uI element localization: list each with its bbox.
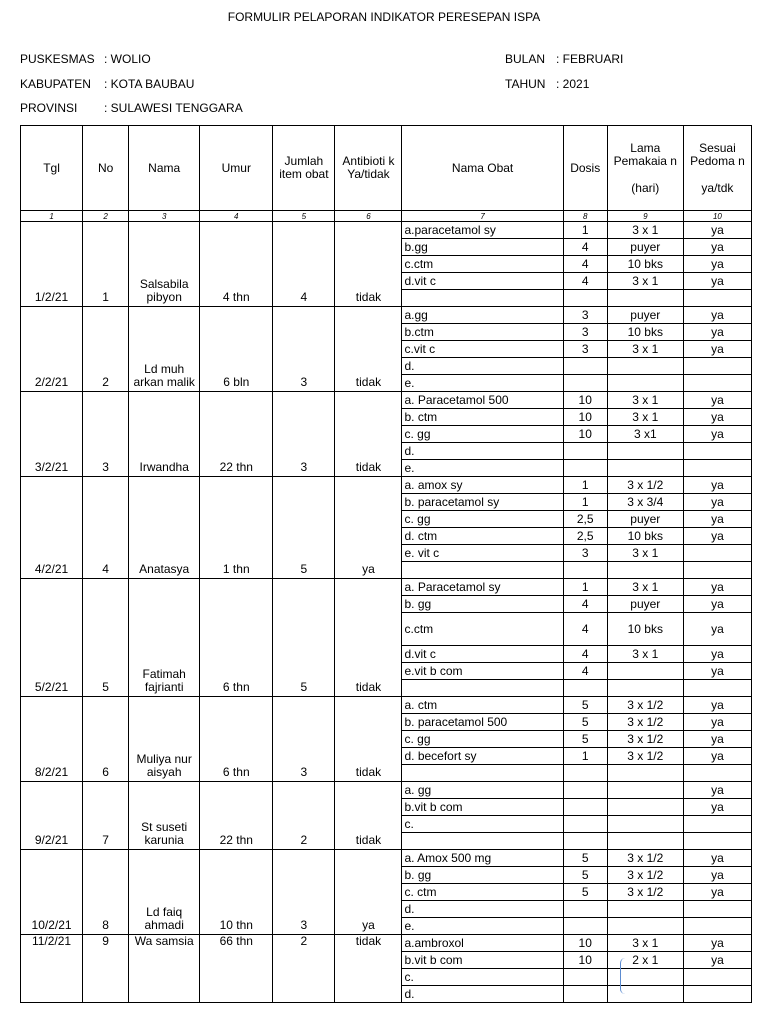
patient-nama: Salsabila pibyon	[129, 222, 200, 307]
col-number: 5	[273, 211, 335, 222]
drug-dosis	[563, 782, 607, 799]
drug-lama: 3 x 1	[607, 341, 683, 358]
drug-obat: c.ctm	[402, 256, 563, 273]
drug-obat: a.ambroxol	[402, 935, 563, 952]
patient-antibiotik: ya	[335, 477, 402, 579]
drug-obat: d.vit c	[402, 646, 563, 663]
drug-sesuai	[683, 986, 751, 1003]
drug-sesuai	[683, 816, 751, 833]
table-row	[21, 307, 752, 324]
drug-obat: e.	[402, 460, 563, 477]
tahun-value: : 2021	[556, 77, 590, 91]
patient-nama: Anatasya	[129, 477, 200, 579]
drug-obat: e.vit b com	[402, 663, 563, 680]
drug-sesuai	[683, 375, 751, 392]
drug-sesuai: ya	[683, 714, 751, 731]
drug-dosis: 5	[563, 714, 607, 731]
drug-dosis	[563, 833, 607, 850]
puskesmas-value: : WOLIO	[104, 52, 151, 66]
drug-lama: puyer	[607, 307, 683, 324]
drug-lama	[607, 375, 683, 392]
drug-lama: 3 x 1	[607, 392, 683, 409]
drug-dosis: 1	[563, 494, 607, 511]
patient-umur: 22 thn	[200, 392, 273, 477]
drug-sesuai	[683, 901, 751, 918]
col-number: 4	[200, 211, 273, 222]
drug-obat: c.	[402, 969, 563, 986]
patient-antibiotik: tidak	[335, 222, 402, 307]
drug-lama	[607, 290, 683, 307]
patient-no: 6	[83, 697, 129, 782]
drug-lama: 3 x 1	[607, 646, 683, 663]
drug-obat: a. gg	[402, 782, 563, 799]
col-number: 3	[129, 211, 200, 222]
drug-lama	[607, 969, 683, 986]
drug-obat: a. Paracetamol sy	[402, 579, 563, 596]
drug-dosis: 1	[563, 222, 607, 239]
drug-dosis: 3	[563, 545, 607, 562]
kabupaten-label: KABUPATEN	[20, 77, 91, 91]
puskesmas-label: PUSKESMAS	[20, 52, 95, 66]
drug-dosis	[563, 680, 607, 697]
drug-obat: b.gg	[402, 239, 563, 256]
patient-umur: 66 thn	[200, 935, 273, 1003]
drug-obat: a. Amox 500 mg	[402, 850, 563, 867]
col-sesuai: Sesuai Pedoma n ya/tdk	[683, 126, 751, 211]
patient-nama: Ld faiq ahmadi	[129, 850, 200, 935]
drug-dosis	[563, 290, 607, 307]
table-row	[21, 850, 752, 867]
drug-sesuai: ya	[683, 867, 751, 884]
drug-obat: c.ctm	[402, 613, 563, 646]
drug-obat: d.	[402, 901, 563, 918]
drug-lama	[607, 443, 683, 460]
drug-dosis: 10	[563, 935, 607, 952]
drug-obat: d.vit c	[402, 273, 563, 290]
table-row	[21, 392, 752, 409]
patient-umur: 6 bln	[200, 307, 273, 392]
patient-antibiotik: ya	[335, 850, 402, 935]
drug-obat: a. ctm	[402, 697, 563, 714]
drug-lama	[607, 816, 683, 833]
drug-obat	[402, 562, 563, 579]
drug-lama: 3 x 1	[607, 935, 683, 952]
drug-dosis: 5	[563, 884, 607, 901]
form-title: FORMULIR PELAPORAN INDIKATOR PERESEPAN ISPA	[227, 10, 541, 24]
col-number: 10	[683, 211, 751, 222]
drug-lama	[607, 918, 683, 935]
drug-sesuai: ya	[683, 935, 751, 952]
drug-sesuai	[683, 833, 751, 850]
drug-sesuai	[683, 680, 751, 697]
patient-antibiotik: tidak	[335, 782, 402, 850]
drug-obat: e. vit c	[402, 545, 563, 562]
drug-lama	[607, 782, 683, 799]
drug-sesuai: ya	[683, 222, 751, 239]
patient-tgl: 4/2/21	[21, 477, 83, 579]
patient-umur: 6 thn	[200, 579, 273, 697]
patient-jumlah: 3	[273, 392, 335, 477]
drug-obat: b. gg	[402, 867, 563, 884]
drug-dosis: 3	[563, 324, 607, 341]
drug-dosis: 2,5	[563, 511, 607, 528]
drug-sesuai: ya	[683, 646, 751, 663]
drug-dosis: 1	[563, 579, 607, 596]
patient-jumlah: 5	[273, 477, 335, 579]
drug-lama	[607, 460, 683, 477]
patient-no: 7	[83, 782, 129, 850]
drug-dosis	[563, 375, 607, 392]
patient-tgl: 10/2/21	[21, 850, 83, 935]
patient-nama: Fatimah fajrianti	[129, 579, 200, 697]
drug-dosis: 4	[563, 663, 607, 680]
drug-dosis	[563, 918, 607, 935]
drug-obat: d.	[402, 443, 563, 460]
ispa-table	[20, 125, 752, 1003]
patient-no: 8	[83, 850, 129, 935]
table-row	[21, 477, 752, 494]
patient-antibiotik: tidak	[335, 935, 402, 1003]
table-row	[21, 222, 752, 239]
patient-jumlah: 2	[273, 935, 335, 1003]
drug-lama: 10 bks	[607, 324, 683, 341]
drug-sesuai	[683, 358, 751, 375]
drug-obat: d. becefort sy	[402, 748, 563, 765]
drug-lama: 3 x 1	[607, 222, 683, 239]
drug-obat: c. gg	[402, 511, 563, 528]
drug-sesuai: ya	[683, 952, 751, 969]
drug-sesuai	[683, 562, 751, 579]
drug-lama: 3 x1	[607, 426, 683, 443]
drug-sesuai: ya	[683, 697, 751, 714]
patient-antibiotik: tidak	[335, 697, 402, 782]
drug-sesuai: ya	[683, 511, 751, 528]
drug-sesuai: ya	[683, 477, 751, 494]
drug-obat: a. amox sy	[402, 477, 563, 494]
patient-nama: Ld muh arkan malik	[129, 307, 200, 392]
col-lama: Lama Pemakaia n (hari)	[607, 126, 683, 211]
drug-sesuai: ya	[683, 307, 751, 324]
drug-sesuai: ya	[683, 782, 751, 799]
drug-sesuai: ya	[683, 731, 751, 748]
col-dosis: Dosis	[563, 126, 607, 211]
drug-lama: 3 x 1/2	[607, 714, 683, 731]
drug-obat: b. gg	[402, 596, 563, 613]
drug-sesuai	[683, 765, 751, 782]
drug-sesuai	[683, 443, 751, 460]
bracket-annotation	[620, 958, 629, 994]
drug-sesuai: ya	[683, 613, 751, 646]
drug-obat: d. ctm	[402, 528, 563, 545]
drug-lama: 3 x 1/2	[607, 731, 683, 748]
drug-dosis	[563, 986, 607, 1003]
drug-obat: c. gg	[402, 731, 563, 748]
patient-tgl: 11/2/21	[21, 935, 83, 1003]
patient-jumlah: 4	[273, 222, 335, 307]
drug-lama: 3 x 1/2	[607, 748, 683, 765]
drug-dosis	[563, 562, 607, 579]
col-jumlah: Jumlah item obat	[273, 126, 335, 211]
drug-lama: 3 x 1	[607, 545, 683, 562]
col-number: 1	[21, 211, 83, 222]
drug-obat: c. gg	[402, 426, 563, 443]
drug-sesuai: ya	[683, 494, 751, 511]
drug-sesuai	[683, 460, 751, 477]
drug-dosis: 4	[563, 596, 607, 613]
drug-obat: b.vit b com	[402, 799, 563, 816]
drug-lama: puyer	[607, 239, 683, 256]
drug-sesuai	[683, 545, 751, 562]
patient-antibiotik: tidak	[335, 392, 402, 477]
bulan-label: BULAN	[505, 52, 546, 66]
drug-obat: e.	[402, 375, 563, 392]
drug-lama: 3 x 1	[607, 409, 683, 426]
drug-obat: b.ctm	[402, 324, 563, 341]
tahun-label: TAHUN	[505, 77, 546, 91]
drug-lama	[607, 562, 683, 579]
provinsi-value: : SULAWESI TENGGARA	[104, 101, 243, 115]
patient-tgl: 3/2/21	[21, 392, 83, 477]
drug-obat: a. Paracetamol 500	[402, 392, 563, 409]
drug-lama: 3 x 1/2	[607, 477, 683, 494]
patient-nama: Wa samsia	[129, 935, 200, 1003]
drug-dosis: 4	[563, 273, 607, 290]
col-no: No	[83, 126, 129, 211]
drug-sesuai: ya	[683, 596, 751, 613]
drug-sesuai: ya	[683, 579, 751, 596]
patient-no: 3	[83, 392, 129, 477]
drug-sesuai	[683, 969, 751, 986]
drug-obat: b.vit b com	[402, 952, 563, 969]
drug-lama: puyer	[607, 596, 683, 613]
drug-dosis: 10	[563, 952, 607, 969]
drug-sesuai: ya	[683, 663, 751, 680]
col-number: 9	[607, 211, 683, 222]
drug-dosis	[563, 460, 607, 477]
patient-jumlah: 5	[273, 579, 335, 697]
patient-tgl: 5/2/21	[21, 579, 83, 697]
drug-obat: c.vit c	[402, 341, 563, 358]
drug-dosis: 10	[563, 392, 607, 409]
col-number: 8	[563, 211, 607, 222]
drug-dosis: 5	[563, 731, 607, 748]
drug-dosis: 1	[563, 748, 607, 765]
table-row	[21, 579, 752, 596]
patient-antibiotik: tidak	[335, 307, 402, 392]
patient-no: 4	[83, 477, 129, 579]
drug-lama	[607, 986, 683, 1003]
col-number: 2	[83, 211, 129, 222]
patient-antibiotik: tidak	[335, 579, 402, 697]
drug-lama	[607, 901, 683, 918]
drug-lama: 2 x 1	[607, 952, 683, 969]
patient-umur: 6 thn	[200, 697, 273, 782]
drug-sesuai: ya	[683, 273, 751, 290]
patient-jumlah: 3	[273, 850, 335, 935]
drug-sesuai: ya	[683, 850, 751, 867]
drug-sesuai: ya	[683, 748, 751, 765]
drug-lama: 3 x 1	[607, 273, 683, 290]
patient-umur: 4 thn	[200, 222, 273, 307]
drug-sesuai: ya	[683, 341, 751, 358]
table-row	[21, 697, 752, 714]
drug-lama: 3 x 1/2	[607, 697, 683, 714]
drug-obat: d.	[402, 358, 563, 375]
patient-no: 9	[83, 935, 129, 1003]
col-antibiotik: Antibioti k Ya/tidak	[335, 126, 402, 211]
drug-sesuai: ya	[683, 799, 751, 816]
patient-nama: Muliya nur aisyah	[129, 697, 200, 782]
drug-dosis	[563, 358, 607, 375]
drug-obat	[402, 680, 563, 697]
drug-sesuai	[683, 290, 751, 307]
drug-obat	[402, 765, 563, 782]
drug-dosis	[563, 901, 607, 918]
table-row	[21, 935, 752, 952]
patient-tgl: 8/2/21	[21, 697, 83, 782]
drug-lama: 3 x 1/2	[607, 850, 683, 867]
bulan-value: : FEBRUARI	[556, 52, 624, 66]
patient-umur: 22 thn	[200, 782, 273, 850]
col-tgl: Tgl	[21, 126, 83, 211]
drug-dosis: 4	[563, 256, 607, 273]
patient-nama: Irwandha	[129, 392, 200, 477]
patient-jumlah: 2	[273, 782, 335, 850]
drug-lama: 10 bks	[607, 256, 683, 273]
drug-lama: puyer	[607, 511, 683, 528]
drug-lama	[607, 663, 683, 680]
drug-dosis: 2,5	[563, 528, 607, 545]
drug-lama	[607, 765, 683, 782]
col-number: 7	[402, 211, 563, 222]
drug-dosis: 1	[563, 477, 607, 494]
drug-obat: d.	[402, 986, 563, 1003]
drug-lama	[607, 358, 683, 375]
patient-jumlah: 3	[273, 307, 335, 392]
drug-obat	[402, 290, 563, 307]
kabupaten-value: : KOTA BAUBAU	[104, 77, 195, 91]
patient-no: 1	[83, 222, 129, 307]
drug-obat: c. ctm	[402, 884, 563, 901]
drug-dosis: 5	[563, 867, 607, 884]
patient-tgl: 1/2/21	[21, 222, 83, 307]
drug-obat: b. paracetamol sy	[402, 494, 563, 511]
patient-tgl: 2/2/21	[21, 307, 83, 392]
patient-umur: 10 thn	[200, 850, 273, 935]
drug-sesuai	[683, 918, 751, 935]
drug-sesuai: ya	[683, 256, 751, 273]
drug-dosis: 5	[563, 697, 607, 714]
drug-dosis	[563, 799, 607, 816]
drug-lama: 3 x 1	[607, 579, 683, 596]
drug-dosis: 10	[563, 426, 607, 443]
drug-obat: b. ctm	[402, 409, 563, 426]
drug-obat: c.	[402, 816, 563, 833]
drug-obat	[402, 833, 563, 850]
drug-obat: e.	[402, 918, 563, 935]
col-nama: Nama	[129, 126, 200, 211]
drug-dosis: 4	[563, 646, 607, 663]
patient-no: 5	[83, 579, 129, 697]
table-row	[21, 782, 752, 799]
drug-dosis	[563, 443, 607, 460]
drug-obat: a.paracetamol sy	[402, 222, 563, 239]
drug-lama: 3 x 3/4	[607, 494, 683, 511]
drug-dosis: 4	[563, 613, 607, 646]
drug-lama	[607, 680, 683, 697]
drug-dosis: 3	[563, 307, 607, 324]
col-number: 6	[335, 211, 402, 222]
drug-dosis: 4	[563, 239, 607, 256]
drug-sesuai: ya	[683, 409, 751, 426]
patient-tgl: 9/2/21	[21, 782, 83, 850]
drug-lama: 3 x 1/2	[607, 867, 683, 884]
drug-sesuai: ya	[683, 324, 751, 341]
drug-dosis: 10	[563, 409, 607, 426]
drug-obat: b. paracetamol 500	[402, 714, 563, 731]
drug-sesuai: ya	[683, 528, 751, 545]
patient-umur: 1 thn	[200, 477, 273, 579]
drug-lama: 3 x 1/2	[607, 884, 683, 901]
drug-dosis	[563, 969, 607, 986]
provinsi-label: PROVINSI	[20, 101, 78, 115]
drug-dosis	[563, 816, 607, 833]
drug-obat: a.gg	[402, 307, 563, 324]
col-umur: Umur	[200, 126, 273, 211]
patient-no: 2	[83, 307, 129, 392]
drug-sesuai: ya	[683, 884, 751, 901]
drug-sesuai: ya	[683, 392, 751, 409]
drug-sesuai: ya	[683, 426, 751, 443]
drug-lama	[607, 799, 683, 816]
col-nama-obat: Nama Obat	[402, 126, 563, 211]
drug-dosis: 3	[563, 341, 607, 358]
drug-lama: 10 bks	[607, 613, 683, 646]
patient-jumlah: 3	[273, 697, 335, 782]
drug-dosis: 5	[563, 850, 607, 867]
drug-sesuai: ya	[683, 239, 751, 256]
drug-lama	[607, 833, 683, 850]
drug-lama: 10 bks	[607, 528, 683, 545]
patient-nama: St suseti karunia	[129, 782, 200, 850]
drug-dosis	[563, 765, 607, 782]
